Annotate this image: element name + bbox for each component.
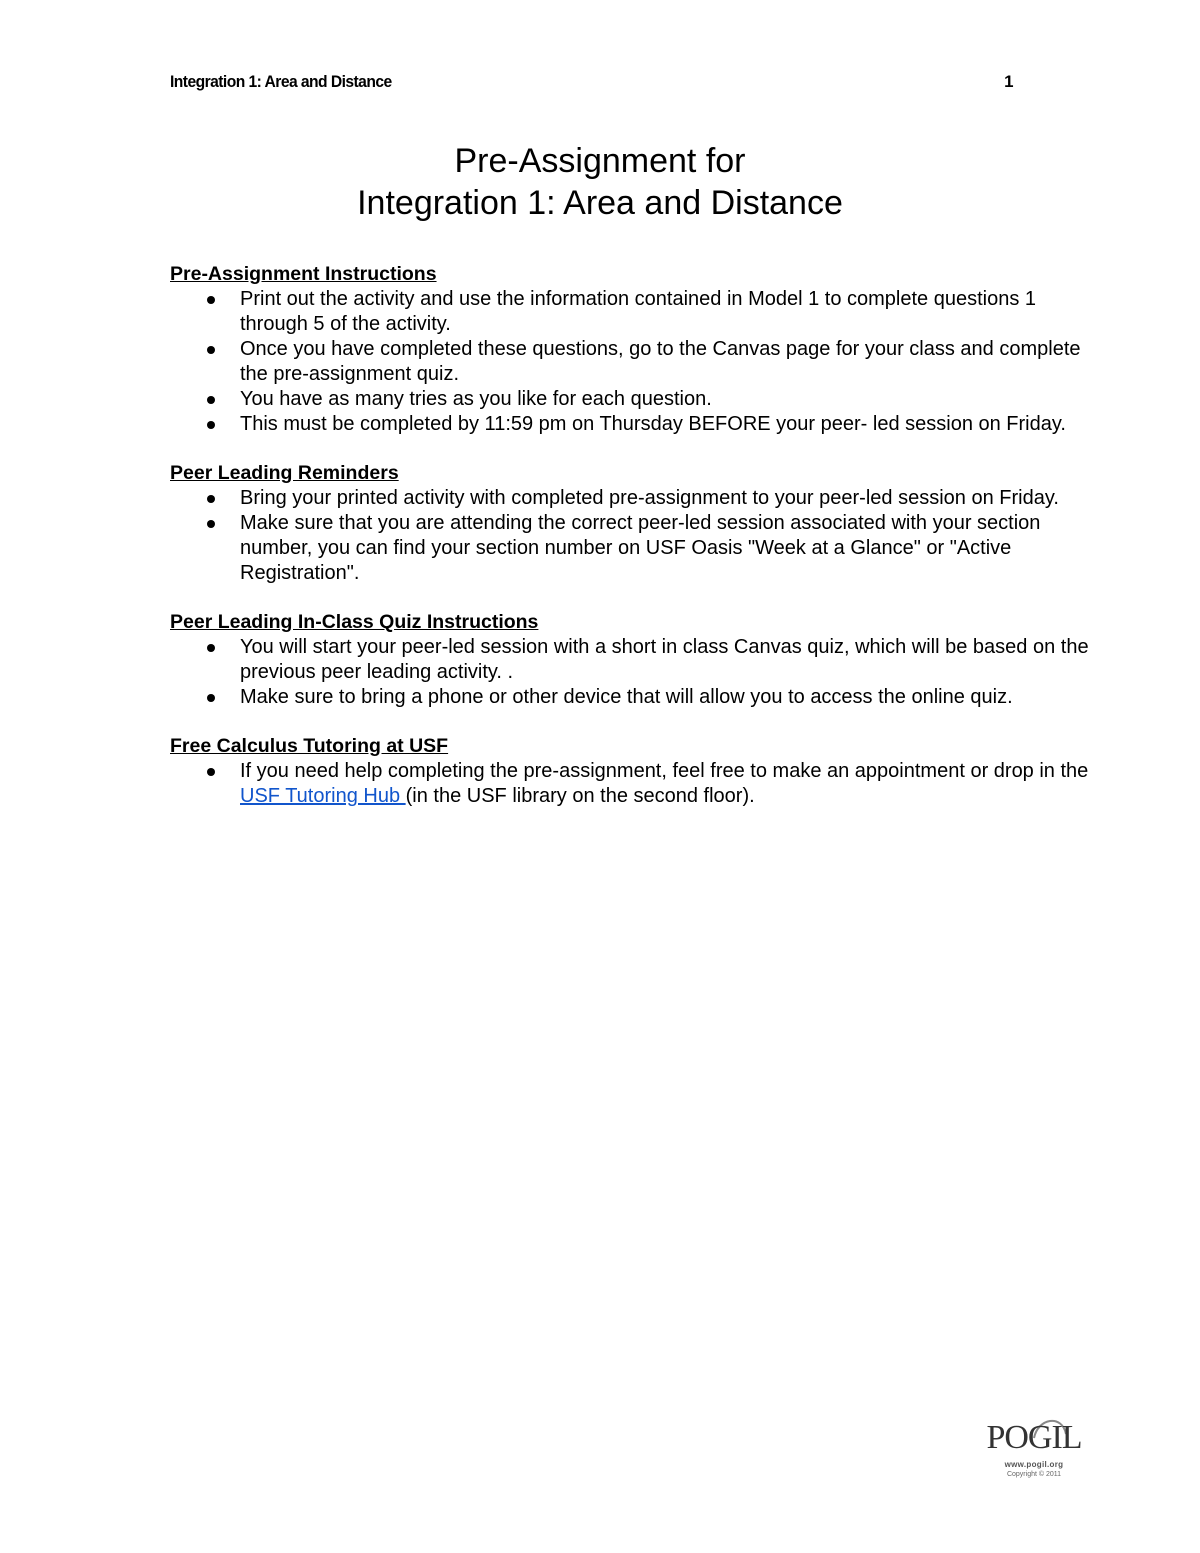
list-item-text: Make sure to bring a phone or other device that will allow you to access the online quiz. (240, 686, 1013, 708)
usf-tutoring-hub-link[interactable]: USF Tutoring Hub (240, 785, 406, 807)
list-item-text: Bring your printed activity with completed pre-assignment to your peer-led session on Friday. (240, 487, 1059, 509)
list-item (170, 387, 1090, 412)
list-item (170, 337, 1090, 387)
list-item (170, 511, 1090, 586)
section-pre-assignment-instructions (170, 262, 1090, 437)
bullet-list (170, 635, 1090, 710)
running-header (170, 72, 1013, 92)
bullet-icon (207, 495, 215, 503)
list-item (170, 759, 1090, 809)
logo-url: www.pogil.org (1004, 1460, 1064, 1469)
running-title: Integration 1: Area and Distance (170, 72, 392, 91)
section-heading: Peer Leading Reminders (170, 462, 399, 484)
bullet-icon (207, 421, 215, 429)
logo-wordmark: POGIL (986, 1419, 1082, 1456)
list-item-text-before-link: If you need help completing the pre-assignment, feel free to make an appointment or drop in the (240, 760, 1089, 782)
logo-copyright: Copyright © 2011 (1006, 1471, 1062, 1478)
list-item-text: Make sure that you are attending the correct peer-led session associated with your section number, you can find your section number on USF Oasis "Week at a Glance" or "Active Registration". (240, 512, 1041, 584)
list-item (170, 412, 1090, 437)
list-item-text: You will start your peer-led session with a short in class Canvas quiz, which will be based on the previous peer leading activity. . (240, 636, 1089, 683)
section-free-calculus-tutoring (170, 734, 1090, 809)
title-line-2: Integration 1: Area and Distance (357, 184, 843, 222)
list-item-text: This must be completed by 11:59 pm on Thursday BEFORE your peer- led session on Friday. (240, 413, 1066, 435)
list-item-text: Print out the activity and use the information contained in Model 1 to complete questions 1 through 5 of the activity. (240, 288, 1037, 335)
bullet-icon (207, 296, 215, 304)
section-heading: Pre-Assignment Instructions (170, 263, 437, 285)
page-number: 1 (1004, 72, 1014, 91)
section-in-class-quiz-instructions (170, 610, 1090, 710)
document-body (170, 262, 1090, 833)
list-item (170, 635, 1090, 685)
title-line-1: Pre-Assignment for (454, 142, 746, 180)
bullet-icon (207, 396, 215, 404)
section-heading: Peer Leading In-Class Quiz Instructions (170, 611, 539, 633)
document-title (0, 140, 1200, 224)
bullet-list (170, 759, 1090, 809)
bullet-list (170, 287, 1090, 437)
list-item-text-after-link: (in the USF library on the second floor). (405, 785, 755, 807)
bullet-icon (207, 644, 215, 652)
bullet-icon (207, 694, 215, 702)
section-peer-leading-reminders (170, 461, 1090, 586)
list-item (170, 287, 1090, 337)
list-item-text: You have as many tries as you like for each question. (240, 388, 712, 410)
list-item (170, 486, 1090, 511)
list-item (170, 685, 1090, 710)
bullet-icon (207, 768, 215, 776)
bullet-list (170, 486, 1090, 586)
bullet-icon (207, 520, 215, 528)
section-heading: Free Calculus Tutoring at USF (170, 735, 449, 757)
pogil-logo (982, 1412, 1086, 1482)
list-item-text: Once you have completed these questions, go to the Canvas page for your class and complete the pre-assignment quiz. (240, 338, 1081, 385)
bullet-icon (207, 346, 215, 354)
